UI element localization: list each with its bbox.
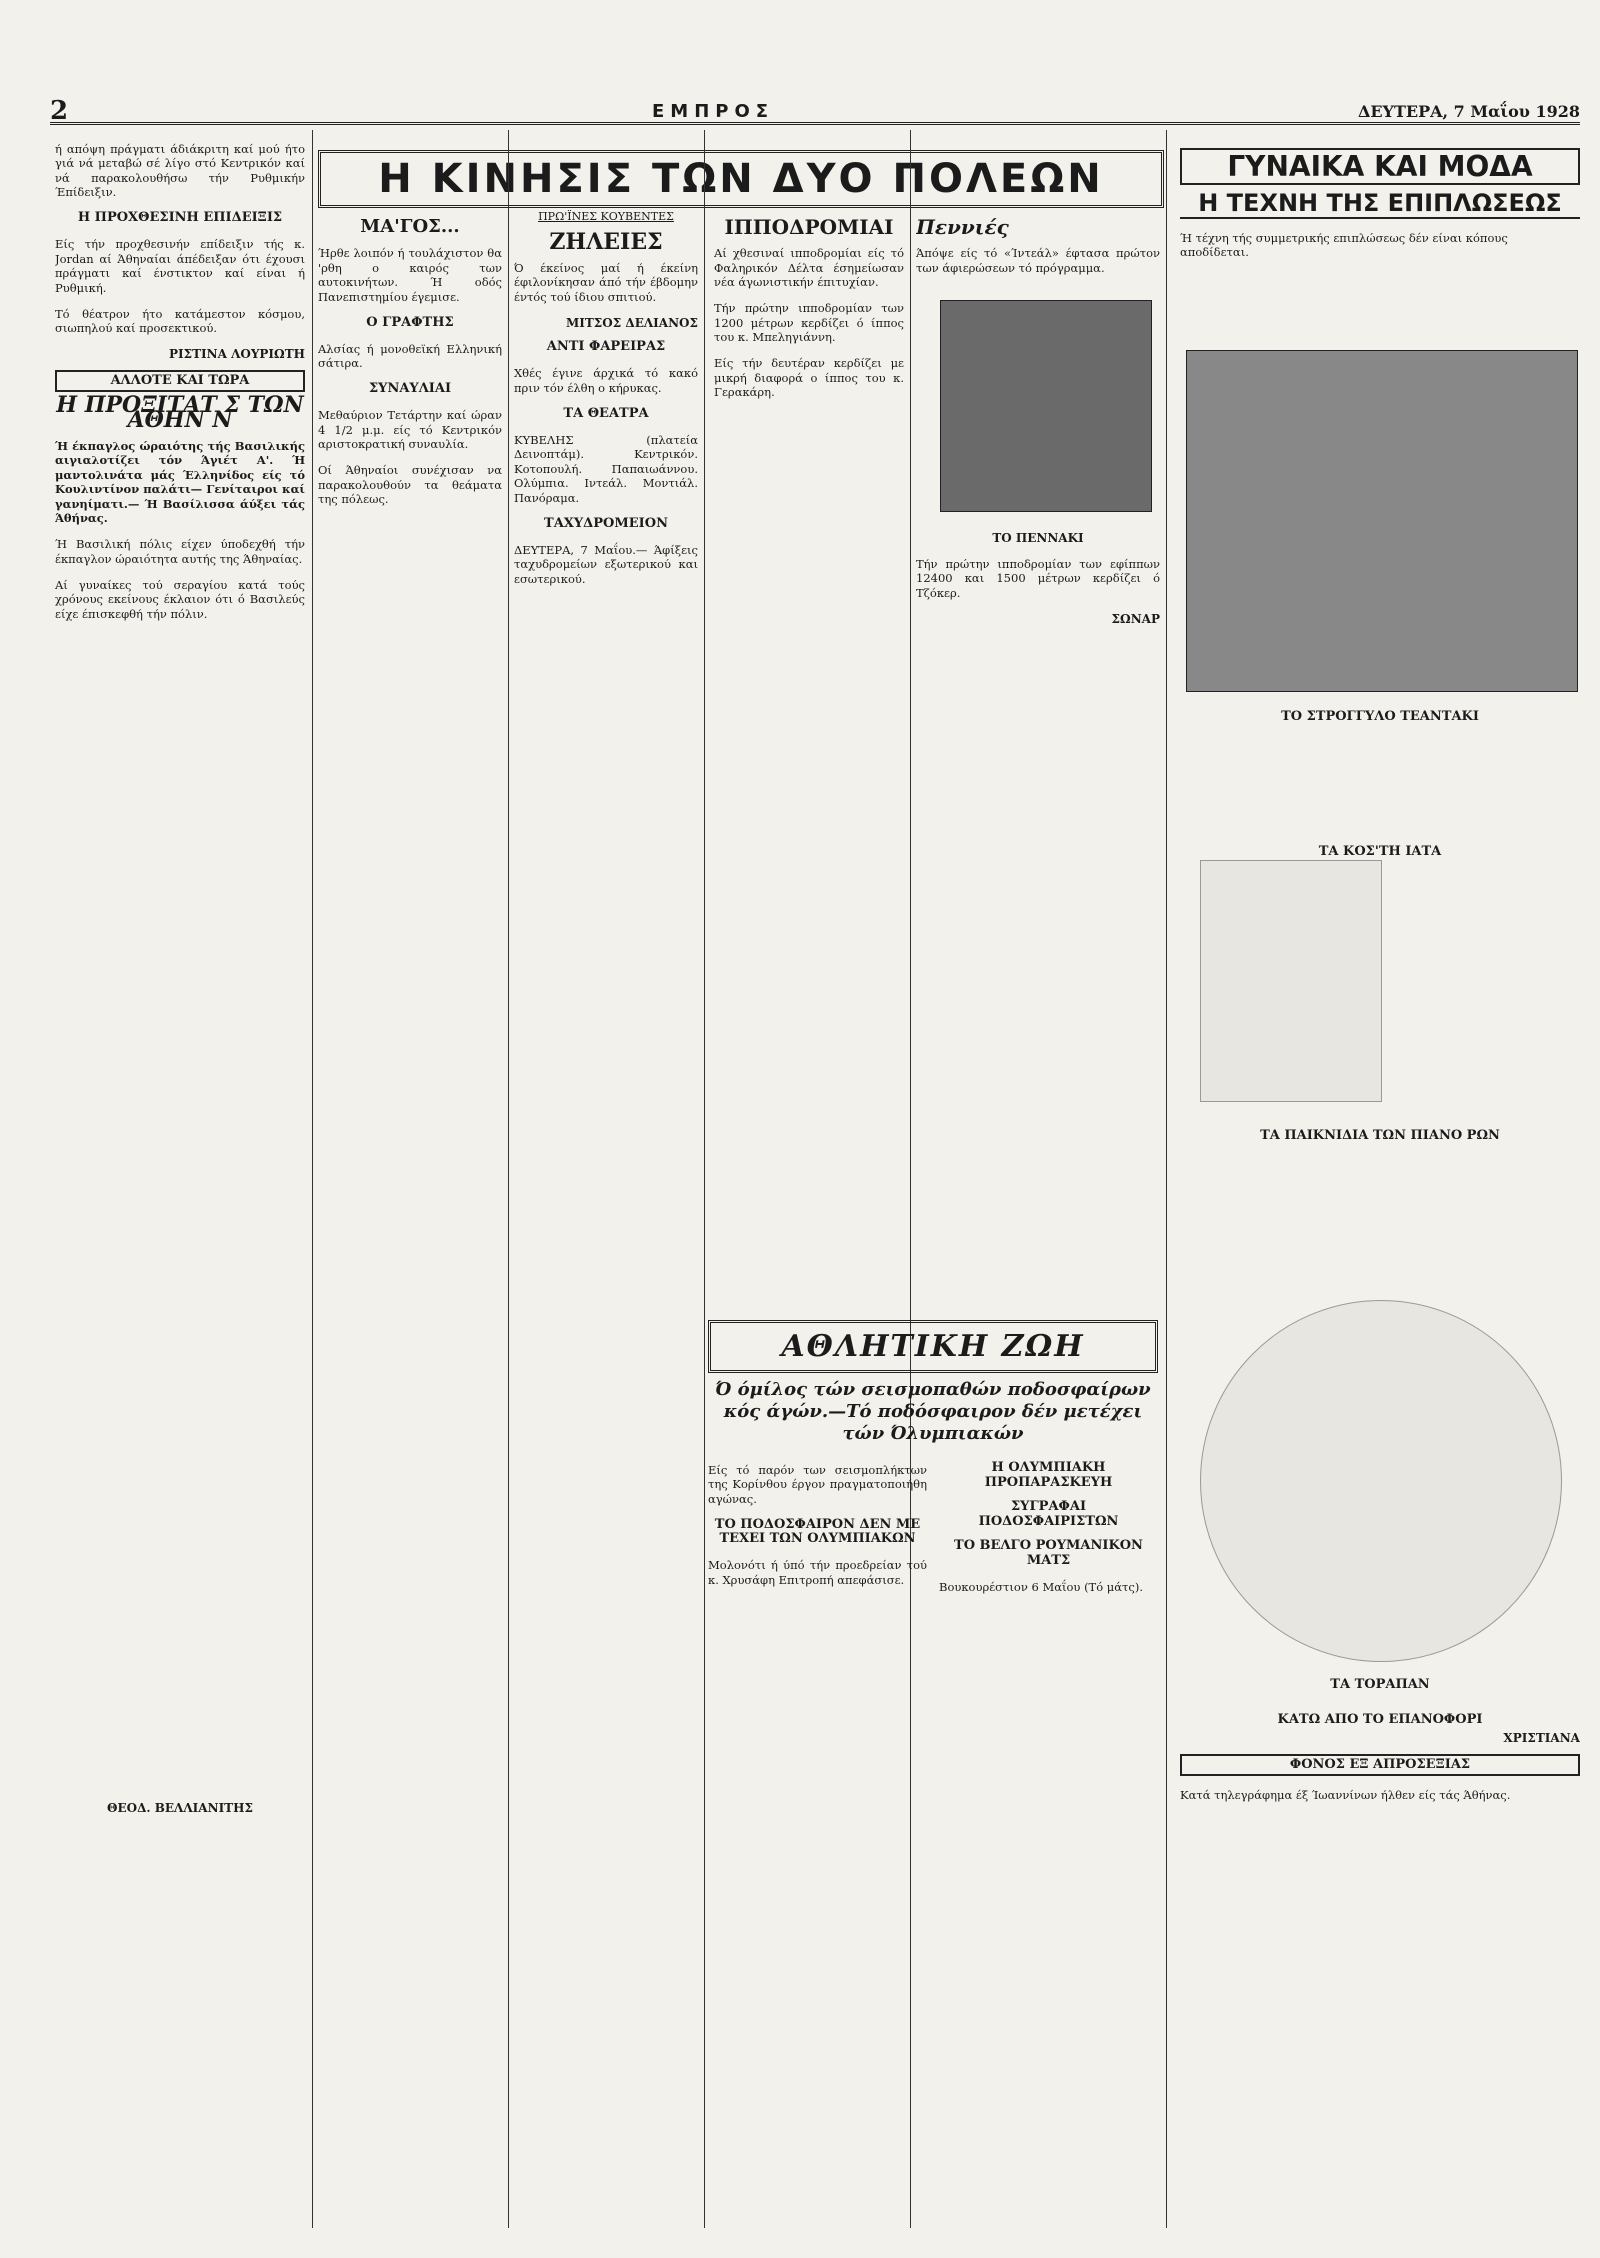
heading: ΤΑ ΚΟΣ'ΤΗ ΙΑΤΑ — [1318, 843, 1442, 859]
column-2 — [318, 210, 502, 2228]
athletics-section — [708, 1320, 1158, 1606]
kicker: ΠΡΩ'ΪΝΕΣ ΚΟΥΒΕΝΤΕΣ — [538, 210, 674, 223]
headline: Ό όμίλος τών σεισμοπαθών ποδοσφαίρων κός άγών.—Τό ποδόσφαιρον δέν μετέχει τών Όλυμπιακών — [715, 1379, 1151, 1444]
paper-name: ΕΜΠΡΟΣ — [651, 100, 775, 122]
heading: Η ΠΡΟΧΘΕΣΙΝΗ ΕΠΙΔΕΙΞΙΣ — [77, 210, 283, 225]
heading: ΜΑ'ΓΟΣ... — [360, 216, 460, 237]
racecourse-photo — [940, 300, 1152, 512]
paragraph: Αί χθεσιναί ιπποδρομίαι είς τό Φαληρικόν Δέλτα έσημείωσαν νέα άγωνιστικήν έπιτυχίαν. — [714, 246, 904, 289]
column-rule — [704, 130, 705, 2228]
signature: ΜΙΤΣΟΣ ΔΕΛΙΑΝΟΣ — [565, 315, 698, 330]
heading: ΤΟ ΒΕΛΓΟ ΡΟΥΜΑΝΙΚΟΝ ΜΑΤΣ — [954, 1538, 1143, 1568]
section-banner — [318, 150, 1164, 208]
section-title: ΑΘΛΗΤΙΚΗ ΖΩΗ — [708, 1320, 1158, 1373]
fashion-section — [1180, 148, 1580, 271]
heading: ΙΠΠΟΔΡΟΜΙΑΙ — [724, 215, 894, 239]
paragraph: Τό θέατρον ήτο κατάμεστον κόσμου, σιωπηλού καί προσεκτικού. — [55, 306, 305, 335]
fashion-illustration — [1200, 860, 1382, 1102]
paragraph: Είς τό παρόν των σεισμοπλήκτων της Κορίνθου έργον πραγματοποιήθη αγώνας. — [708, 1462, 927, 1506]
section-subtitle: Η ΤΕΧΝΗ ΤΗΣ ΕΠΙΠΛΩΣΕΩΣ — [1180, 189, 1580, 219]
paragraph: Άπόψε είς τό «Ίντεάλ» έφτασα πρώτον των άφιερώσεων τό πρόγραμμα. — [916, 246, 1160, 275]
paragraph: Είς τήν δευτέραν κερδίζει με μικρή διαφορά ο ίππος του κ. Γερακάρη. — [714, 356, 904, 399]
interior-photo — [1186, 350, 1578, 692]
column-rule — [910, 130, 911, 2228]
paragraph: ΚΥΒΕΛΗΣ (πλατεία Δεινοπτάμ). Κεντρικόν. Κοτοπουλή. Παπαιωάννου. Ολύμπια. Ιντεάλ. Μοντιάλ. Πανόραμα. — [514, 432, 698, 505]
masthead — [50, 96, 1580, 126]
paragraph: Ήρθε λοιπόν ή τουλάχιστον θα 'ρθη ο καιρός των αυτοκινήτων. Ή οδός Πανεπιστημίου έγεμισε. — [318, 246, 502, 304]
column-1 — [55, 130, 305, 2228]
article-headline: Η ΠΡΟΞΙΤΑΤ Σ ΤΩΝ ΑΘΗΝ Ν — [56, 392, 304, 433]
news-box: ΦΟΝΟΣ ΕΞ ΑΠΡΟΣΕΞΙΑΣ — [1180, 1754, 1580, 1777]
paragraph: Αί γυναίκες τού σεραγίου κατά τούς χρόνους εκείνους έκλαιον ότι ό Βασιλεύς είχε έπισκεφθή τήν πόλιν. — [55, 577, 305, 621]
heading: Πεννιές — [916, 215, 1009, 239]
paragraph: Οί Άθηναίοι συνέχισαν να παρακολουθούν τα θεάματα της πόλεως. — [318, 463, 502, 506]
column-3 — [514, 210, 698, 2228]
paragraph: Βουκουρέστιον 6 Μαΐου (Τό μάτς). — [939, 1579, 1143, 1594]
heading: Η ΟΛΥΜΠΙΑΚΗ ΠΡΟΠΑΡΑΣΚΕΥΗ — [984, 1460, 1113, 1490]
heading: ΤΑ ΠΑΙΚΝΙΔΙΑ ΤΩΝ ΠΙΑΝΟ ΡΩΝ — [1260, 1128, 1500, 1143]
paragraph: Τήν πρώτην ιπποδρομίαν των εφίππων 12400 και 1500 μέτρων κερδίζει ό Τζόκερ. — [916, 556, 1160, 600]
round-illustration — [1200, 1300, 1562, 1662]
heading: Ο ΓΡΑΦΤΗΣ — [366, 314, 454, 330]
banner-title: Η ΚΙΝΗΣΙΣ ΤΩΝ ΔΥΟ ΠΟΛΕΩΝ — [378, 156, 1104, 202]
signature: ΧΡΙΣΤΙΑΝΑ — [1503, 1731, 1580, 1745]
column-rule — [508, 130, 509, 2228]
paragraph: Χθές έγινε άρχικά τό κακό πριν τόν έλθη ο κήρυκας. — [514, 366, 698, 395]
heading: ΤΑ ΘΕΑΤΡΑ — [563, 405, 649, 421]
photo-caption: ΤΟ ΠΕΝΝΑΚΙ — [992, 530, 1084, 545]
intro-text: ή απόψη πράγματι άδιάκριτη καί μού ήτο γιά νά μεταβώ σέ λίγο στό Κεντρικόν καί νά παρακολουθήσω τήν Ρυθμικήν Έπίδειξιν. — [55, 141, 305, 199]
heading: ΤΟ ΠΟΔΟΣΦΑΙΡΟΝ ΔΕΝ ΜΕ ΤΕΧΕΙ ΤΩΝ ΟΛΥΜΠΙΑΚΩΝ — [714, 1516, 921, 1546]
signature: ΡΙΣΤΙΝΑ ΛΟΥΡΙΩΤΗ — [168, 347, 305, 361]
paragraph: Αλσίας ή μονοθεϊκή Ελληνική σάτιρα. — [318, 341, 502, 370]
paragraph: Ό έκείνος μαί ή έκείνη έφιλονίκησαν άπό τήν έβδομην έντός τού ίδιου σπιτιού. — [514, 260, 698, 304]
heading: ΣΥΓΡΑΦΑΙ ΠΟΔΟΣΦΑΙΡΙΣΤΩΝ — [978, 1499, 1119, 1529]
column-4 — [714, 210, 904, 1298]
paragraph: ΔΕΥΤΕΡΑ, 7 Μαΐου.— Άφίξεις ταχυδρομείων εξωτερικού και εσωτερικού. — [514, 542, 698, 586]
column-rule — [312, 130, 313, 2228]
heading: ΣΥΝΑΥΛΙΑΙ — [368, 381, 452, 396]
paragraph: Μολονότι ή ύπό τήν προεδρείαν τού κ. Χρυσάφη Επιτροπή απεφάσισε. — [708, 1558, 927, 1587]
signature: ΘΕΟΔ. ΒΕΛΛΙΑΝΙΤΗΣ — [107, 1801, 253, 1815]
paragraph: Τήν πρώτην ιπποδρομίαν των 1200 μέτρων κερδίζει ό ίππος του κ. Μπεληγιάννη. — [714, 301, 904, 344]
heading: ΚΑΤΩ ΑΠΟ ΤΟ ΕΠΑΝΟΦΟΡΙ — [1277, 1711, 1483, 1727]
page-number: 2 — [50, 96, 69, 126]
paragraph: Ή τέχνη τής συμμετρικής επιπλώσεως δέν είναι κόπους αποδίδεται. — [1180, 230, 1508, 259]
issue-date: ΔΕΥΤΕΡΑ, 7 Μαΐου 1928 — [1357, 101, 1580, 121]
section-title: ΓΥΝΑΙΚΑ ΚΑΙ ΜΟΔΑ — [1180, 148, 1580, 185]
heading: ΑΝΤΙ ΦΑΡΕΙΡΑΣ — [546, 339, 666, 354]
paragraph: Είς τήν προχθεσινήν επίδειξιν τής κ. Jordan αί Άθηναίαι άπέδειξαν ότι έχουσι πράγματι καί ένστικτον καί είναι ή Ρυθμική. — [55, 237, 305, 295]
heading: ΤΑ ΤΟΡΑΠΑΝ — [1330, 1677, 1430, 1692]
heading: ΖΗΛΕΙΕΣ — [549, 228, 663, 255]
column-rule — [1166, 130, 1167, 2228]
heading: ΤΟ ΣΤΡΟΓΓΥΛΟ ΤΕΑΝΤΑΚΙ — [1281, 709, 1479, 724]
section-box: ΑΛΛΟΤΕ ΚΑΙ ΤΩΡΑ — [55, 370, 305, 393]
signature: ΣΩΝΑΡ — [1111, 611, 1160, 626]
lede: Ή έκπαγλος ώραιότης τής Βασιλικής αιγιαλοτίζει τόν Άγιέτ Α'. Ή μαντολινάτα μάς Έλληνίδος είς τό Κουλιντίνον παλάτι— Γενίταιροι καί γανηίματι.— Ή Βασίλισσα άύξει τάς Άθήνας. — [55, 438, 305, 525]
heading: ΤΑΧΥΔΡΟΜΕΙΟΝ — [544, 515, 668, 531]
paragraph: Ή Βασιλική πόλις είχεν ύποδεχθή τήν έκπαγλον ώραιότητα αυτής της Άθηναίας. — [55, 537, 305, 566]
paragraph: Μεθαύριον Τετάρτην καί ώραν 4 1/2 μ.μ. είς τό Κεντρικόν αριστοκρατική συναυλία. — [318, 408, 502, 451]
paragraph: Κατά τηλεγράφημα έξ Ίωαννίνων ήλθεν είς τάς Άθήνας. — [1180, 1787, 1511, 1802]
